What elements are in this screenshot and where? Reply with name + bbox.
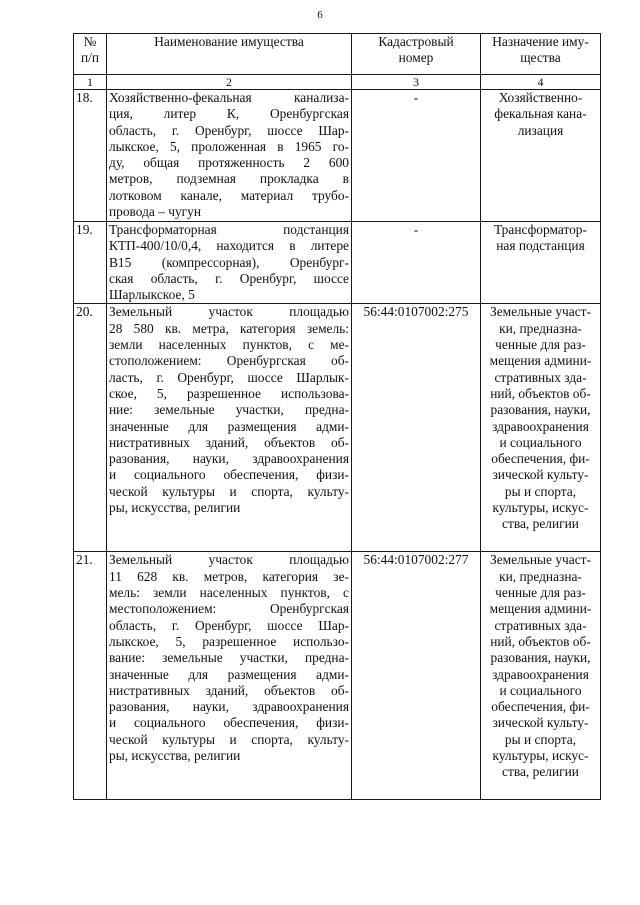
property-purpose [481, 552, 601, 800]
property-name-line: лыкское, 5, проложенная в 1965 го- [109, 138, 349, 154]
property-name-line: провода – чугун [109, 204, 202, 220]
row-number: 20. [74, 304, 107, 552]
property-name-line: нистративных зданий, объектов об- [109, 682, 349, 698]
property-purpose-line: здравоохранения [492, 666, 589, 682]
property-purpose-line: ры и спорта, [504, 731, 577, 747]
property-name-line: область, г. Оренбург, шоссе Шар- [109, 122, 349, 138]
property-purpose-line: культуры, искус- [492, 748, 589, 764]
cadastral-number: 56:44:0107002:277 [352, 552, 481, 800]
property-name-line: стоположением: Оренбургская об- [109, 353, 349, 369]
property-purpose-line: ная подстанция [496, 238, 585, 254]
header-line: Наименование имущества [154, 34, 304, 49]
property-name-line: разования, науки, здравоохранения [109, 699, 349, 715]
property-name-line: КТП-400/10/0,4, находится в литере [109, 238, 349, 254]
property-name-line: ры, искусства, религии [109, 748, 241, 764]
property-purpose-line: Трансформатор- [494, 222, 587, 237]
property-purpose-line: мещения админи- [489, 601, 592, 617]
column-number: 4 [481, 75, 601, 90]
property-name-line: ду, общая протяженность 2 600 [109, 155, 349, 171]
property-name-line: Трансформаторная подстанция [109, 222, 349, 237]
property-purpose-line: ства, религии [502, 764, 579, 780]
property-name-line: земли населенных пунктов, с ме- [109, 337, 349, 353]
property-name-line: ция, литер К, Оренбургская [109, 106, 349, 122]
property-purpose-line: ченные для раз- [495, 337, 586, 353]
property-name-line: и социального обеспечения, физи- [109, 467, 349, 483]
property-purpose-line: лизация [517, 122, 564, 138]
property-purpose-line: Земельные участ- [490, 552, 591, 568]
property-name-line: нистративных зданий, объектов об- [109, 434, 349, 450]
property-table [73, 33, 601, 800]
property-purpose [481, 90, 601, 222]
property-name-line: 28 580 кв. метра, категория земель: [109, 320, 349, 336]
property-purpose-line: зической культу- [492, 467, 589, 483]
property-purpose-line: разования, науки, [490, 402, 591, 418]
property-name-line: лыкское, 5, разрешенное использо- [109, 633, 349, 649]
header-line: Кадастровый [378, 34, 454, 49]
column-number-row [74, 75, 601, 90]
property-purpose [481, 222, 601, 304]
table-row [74, 304, 601, 552]
property-purpose-line: обеспечения, фи- [491, 451, 590, 467]
property-purpose-line: и социального [499, 682, 582, 698]
property-purpose-line: обеспечения, фи- [491, 699, 590, 715]
page-number: 6 [317, 9, 323, 21]
property-purpose-line: Земельные участ- [490, 304, 591, 320]
property-name-line: мель: земли населенных пунктов, с [109, 585, 349, 601]
property-name-line: ческой культуры и спорта, культу- [109, 483, 349, 499]
property-purpose-line: ченные для раз- [495, 585, 586, 601]
column-number: 2 [107, 75, 352, 90]
property-purpose-line: мещения админи- [489, 353, 592, 369]
property-purpose-line: стративных зда- [494, 617, 587, 633]
property-purpose-line: Хозяйственно- [498, 90, 583, 105]
property-name-line: и социального обеспечения, физи- [109, 715, 349, 731]
property-purpose-line: стративных зда- [494, 369, 587, 385]
property-name-line: ние: земельные участки, предна- [109, 402, 349, 418]
table-header-row [74, 34, 601, 75]
header-line: № [83, 34, 97, 49]
property-name-line: Хозяйственно-фекальная канализа- [109, 90, 349, 105]
header-purpose [481, 34, 601, 75]
header-cadastral [352, 34, 481, 75]
property-name-line: ческой культуры и спорта, культу- [109, 731, 349, 747]
row-number: 19. [74, 222, 107, 304]
property-purpose-line: ки, предназна- [499, 568, 582, 584]
property-name [107, 90, 352, 222]
property-name-line: разования, науки, здравоохранения [109, 451, 349, 467]
row-number: 18. [74, 90, 107, 222]
property-name [107, 304, 352, 552]
property-purpose-line: ства, религии [502, 516, 579, 532]
property-name [107, 222, 352, 304]
cadastral-number: - [352, 90, 481, 222]
property-purpose-line: зической культу- [492, 715, 589, 731]
header-name [107, 34, 352, 75]
property-name-line: ласть, г. Оренбург, шоссе Шарлык- [109, 369, 349, 385]
header-line: п/п [80, 50, 100, 66]
property-name-line: область, г. Оренбург, шоссе Шар- [109, 617, 349, 633]
property-purpose-line: разования, науки, [490, 650, 591, 666]
property-purpose-line: культуры, искус- [492, 500, 589, 516]
row-number: 21. [74, 552, 107, 800]
table-row [74, 90, 601, 222]
property-purpose-line: ний, объектов об- [490, 633, 591, 649]
property-name-line: ры, искусства, религии [109, 500, 241, 516]
property-name-line: местоположением: Оренбургская [109, 601, 349, 617]
property-name-line: метров, подземная прокладка в [109, 171, 349, 187]
property-name-line: Шарлыкское, 5 [109, 287, 195, 303]
property-purpose-line: здравоохранения [492, 418, 589, 434]
property-name-line: ская область, г. Оренбург, шоссе [109, 270, 349, 286]
property-name-line: 11 628 кв. метров, категория зе- [109, 568, 349, 584]
column-number: 3 [352, 75, 481, 90]
property-name-line: Земельный участок площадью [109, 304, 349, 320]
property-purpose-line: ки, предназна- [499, 320, 582, 336]
cadastral-number: 56:44:0107002:275 [352, 304, 481, 552]
property-purpose-line: фекальная кана- [494, 106, 587, 122]
property-name-line: вание: земельные участки, предна- [109, 650, 349, 666]
property-name-line: значенные для размещения адми- [109, 418, 349, 434]
property-purpose [481, 304, 601, 552]
property-name-line: ское, 5, разрешенное использова- [109, 385, 349, 401]
property-name [107, 552, 352, 800]
property-name-line: В15 (компрессорная), Оренбург- [109, 254, 349, 270]
table-row [74, 552, 601, 800]
property-name-line: лотковом канале, материал трубо- [109, 187, 349, 203]
header-line: Назначение иму- [492, 34, 589, 49]
header-line: номер [398, 50, 434, 66]
cadastral-number: - [352, 222, 481, 304]
table-row [74, 222, 601, 304]
property-purpose-line: ний, объектов об- [490, 385, 591, 401]
header-number [74, 34, 107, 75]
property-name-line: Земельный участок площадью [109, 552, 349, 568]
column-number: 1 [74, 75, 107, 90]
property-purpose-line: и социального [499, 434, 582, 450]
property-purpose-line: ры и спорта, [504, 483, 577, 499]
header-line: щества [520, 50, 561, 66]
property-name-line: значенные для размещения адми- [109, 666, 349, 682]
